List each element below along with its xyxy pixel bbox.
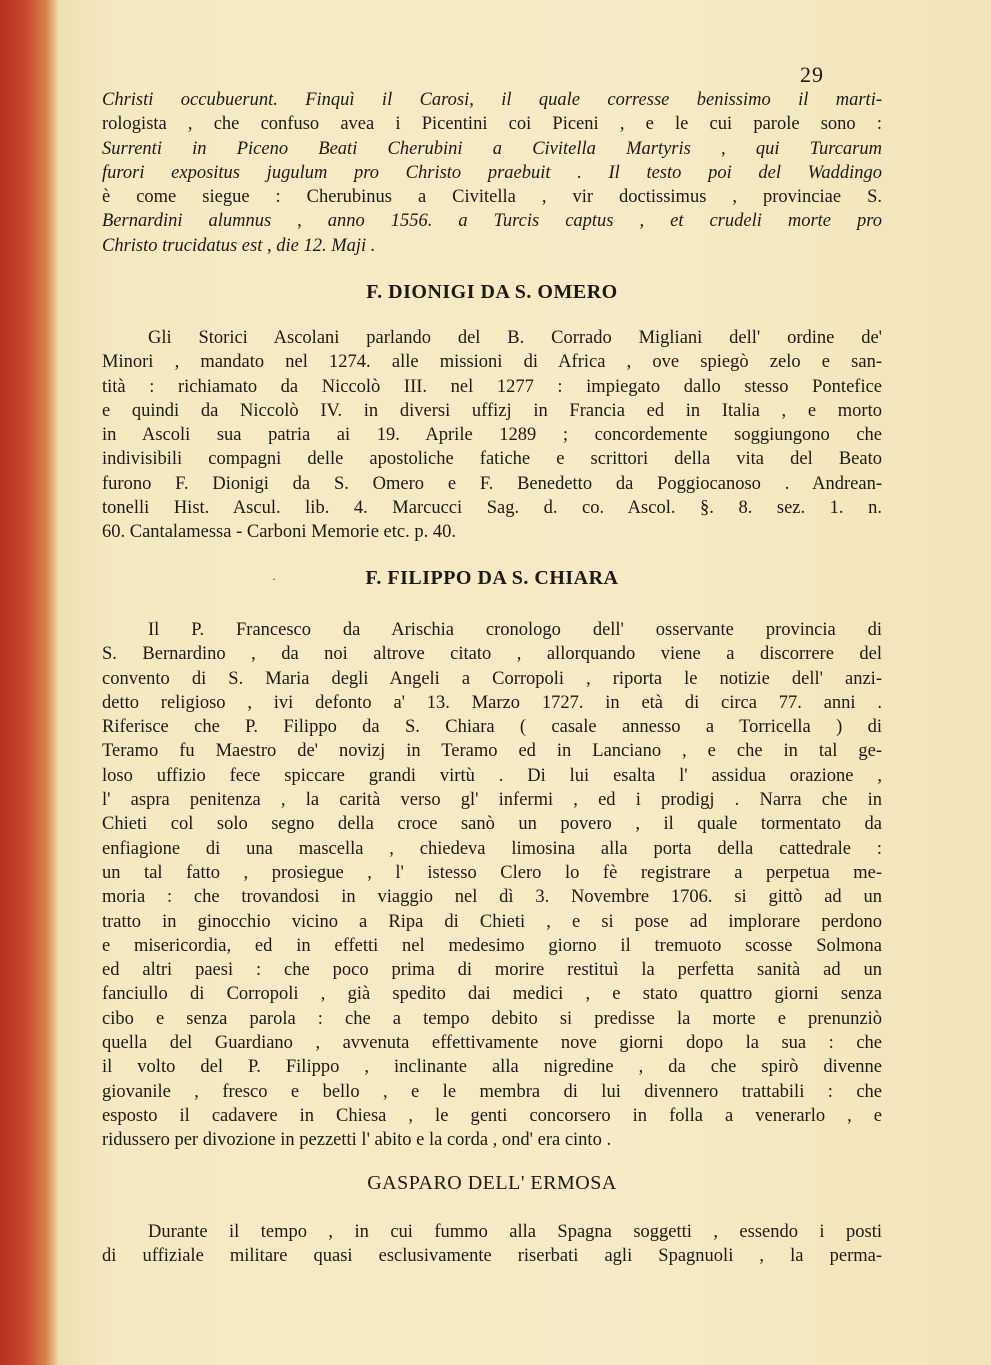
text-line: Bernardini alumnus , anno 1556. a Turcis captus , et crudeli morte pro (102, 211, 882, 232)
text-line: quella del Guardiano , avvenuta effettivamente nove giorni dopo la sua : che (102, 1033, 882, 1054)
text-line: in Ascoli sua patria ai 19. Aprile 1289 ; concordemente soggiungono che (102, 425, 882, 446)
text-line: detto religioso , ivi defonto a' 13. Marzo 1727. in età di circa 77. anni . (102, 692, 882, 713)
text-line: indivisibili compagni delle apostoliche fatiche e scrittori della vita del Beato (102, 449, 882, 470)
text-line: cibo e senza parola : che a tempo debito si predisse la morte e prenunziò (102, 1008, 882, 1029)
text-line: di uffiziale militare quasi esclusivamente riserbati agli Spagnuoli , la perma- (102, 1246, 882, 1267)
text-line: moria : che trovandosi in viaggio nel dì 3. Novembre 1706. si gittò ad un (102, 887, 882, 908)
continuation-paragraph (102, 88, 882, 258)
text-line: loso uffizio fece spiccare grandi virtù . Di lui esalta l' assidua orazione , (102, 765, 882, 786)
section-heading: F. DIONIGI DA S. OMERO (366, 281, 618, 303)
text-line: Chieti col solo segno della croce sanò un povero , il quale tormentato da (102, 814, 882, 835)
text-line: esposto il cadavere in Chiesa , le genti concorsero in folla a venerarlo , e (102, 1105, 882, 1126)
text-line: 60. Cantalamessa - Carboni Memorie etc. p. 40. (102, 522, 456, 543)
text-line: Il P. Francesco da Arischia cronologo dell' osservante provincia di (148, 620, 882, 640)
text-line: rologista , che confuso avea i Picentini coi Piceni , e le cui parole sono : (102, 114, 882, 135)
section-paragraph (102, 1220, 882, 1269)
text-line: furono F. Dionigi da S. Omero e F. Benedetto da Poggiocanoso . Andrean- (102, 473, 882, 494)
text-line: Minori , mandato nel 1274. alle missioni di Africa , ove spiegò zelo e san- (102, 352, 882, 373)
text-line: Surrenti in Piceno Beati Cherubini a Civitella Martyris , qui Turcarum (102, 138, 882, 159)
text-line: Christi occubuerunt. Finquì il Carosi, il quale corresse benissimo il marti- (102, 90, 882, 110)
text-line: furori expositus jugulum pro Christo praebuit . Il testo poi del Waddingo (102, 162, 882, 183)
text-line: Teramo fu Maestro de' novizj in Teramo ed in Lanciano , e che in tal ge- (102, 741, 882, 762)
text-line: e quindi da Niccolò IV. in diversi uffizj in Francia ed in Italia , e morto (102, 400, 882, 421)
text-line: fanciullo di Corropoli , già spedito dai medici , e stato quattro giorni senza (102, 984, 882, 1005)
text-line: giovanile , fresco e bello , e le membra di lui divennero trattabili : che (102, 1081, 882, 1102)
text-line: Christo trucidatus est , die 12. Maji . (102, 235, 376, 256)
text-line: è come siegue : Cherubinus a Civitella , vir doctissimus , provinciae S. (102, 187, 882, 208)
page-number: 29 (800, 62, 824, 87)
text-line: enfiagione di una mascella , chiedeva limosina alla porta della cattedrale : (102, 838, 882, 859)
section-heading: F. FILIPPO DA S. CHIARA (365, 567, 619, 589)
text-line: tonelli Hist. Ascul. lib. 4. Marcucci Sag. d. co. Ascol. §. 8. sez. 1. n. (102, 498, 882, 519)
text-line: Riferisce che P. Filippo da S. Chiara ( casale annesso a Torricella ) di (102, 717, 882, 738)
text-line: l' aspra penitenza , la carità verso gl' infermi , ed i prodigj . Narra che in (102, 790, 882, 811)
section-paragraph (102, 618, 882, 1153)
printing-speck: · (272, 572, 276, 586)
text-line: Durante il tempo , in cui fummo alla Spagna soggetti , essendo i posti (148, 1222, 882, 1242)
text-line: e misericordia, ed in effetti nel medesimo giorno il tremuoto scosse Solmona (102, 935, 882, 956)
text-line: ed altri paesi : che poco prima di morire restituì la perfetta sanità ad un (102, 960, 882, 981)
section-paragraph (102, 326, 882, 545)
book-binding-edge (0, 0, 58, 1365)
text-line: convento di S. Maria degli Angeli a Corropoli , riporta le notizie dell' anzi- (102, 668, 882, 689)
text-line: il volto del P. Filippo , inclinante alla nigredine , da che spirò divenne (102, 1057, 882, 1078)
text-line: S. Bernardino , da noi altrove citato , allorquando viene a discorrere del (102, 644, 882, 665)
text-line: tratto in ginocchio vicino a Ripa di Chieti , e si pose ad implorare perdono (102, 911, 882, 932)
text-line: tità : richiamato da Niccolò III. nel 1277 : impiegato dallo stesso Pontefice (102, 376, 882, 397)
section-heading: GASPARO DELL' ERMOSA (367, 1172, 617, 1194)
text-line: Gli Storici Ascolani parlando del B. Corrado Migliani dell' ordine de' (148, 328, 882, 348)
text-line: ridussero per divozione in pezzetti l' abito e la corda , ond' era cinto . (102, 1130, 612, 1151)
text-line: un tal fatto , prosiegue , l' istesso Clero lo fè registrare a perpetua me- (102, 862, 882, 883)
